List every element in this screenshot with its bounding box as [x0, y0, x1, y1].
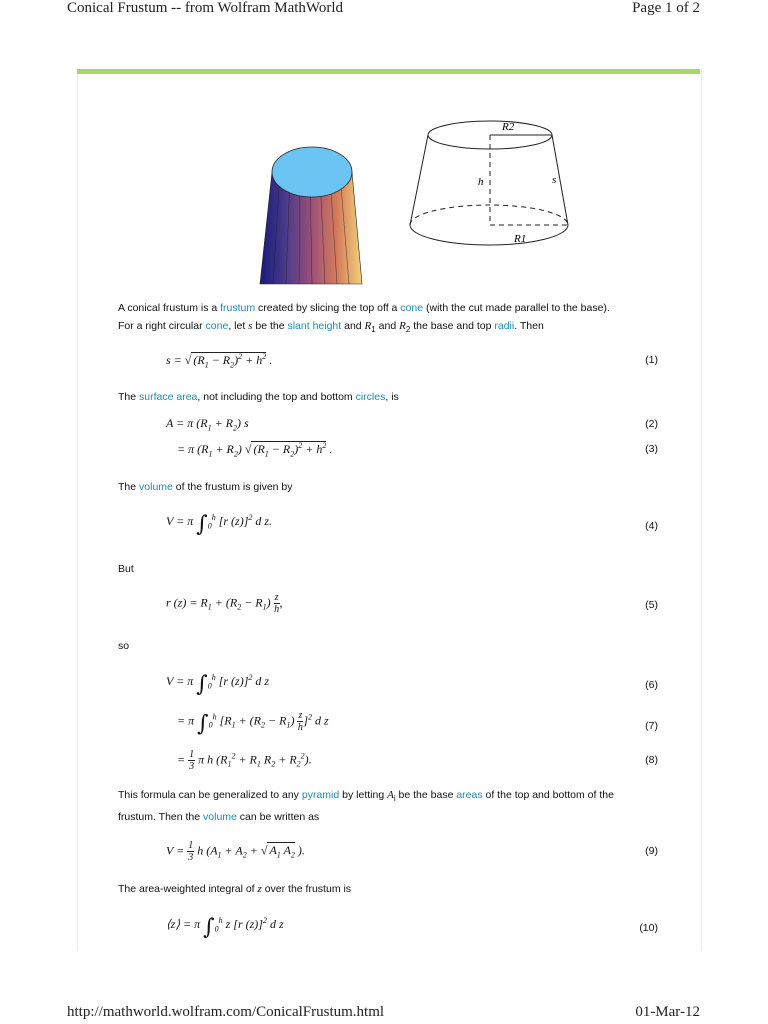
shaded-frustum	[260, 147, 362, 284]
equation-8: = $\frac{1}{3}$ π h ($R_1^2 + R_1$ $R_2 + R_2^2$).	[177, 749, 312, 772]
but-text: But	[118, 563, 134, 575]
print-header	[0, 0, 768, 24]
eq-number: (10)	[639, 922, 658, 934]
eq-number: (2)	[645, 418, 658, 430]
link-cone-2[interactable]: cone	[205, 320, 229, 332]
intro-paragraph: A conical frustum is a frustum created by slicing the top off a cone (with the cut made parallel to the base). For a right circular cone, let s be the slant height and $R_1$ and $R_2$ the base and top radii. Then	[118, 302, 610, 335]
page-number: Page 1 of 2	[632, 0, 700, 16]
eq-number: (5)	[645, 599, 658, 611]
print-footer	[0, 1004, 768, 1024]
print-date: 01-Mar-12	[635, 1004, 700, 1020]
link-volume-2[interactable]: volume	[203, 811, 237, 824]
link-areas[interactable]: areas	[456, 789, 483, 801]
label-r2: R2	[502, 121, 515, 133]
link-radii[interactable]: radii	[494, 320, 515, 332]
equation-2: A = π $(R_1 + R_2)$ s	[166, 416, 249, 433]
accent-bar	[77, 69, 700, 74]
eq-number: (9)	[645, 845, 658, 857]
volume-paragraph: The volume of the frustum is given by	[118, 481, 293, 493]
so-text: so	[118, 640, 130, 652]
link-slant-height[interactable]: slant height	[287, 320, 342, 332]
surface-area-paragraph: The surface area, not including the top and bottom circles, is	[118, 391, 399, 403]
page-title: Conical Frustum -- from Wolfram MathWorld	[67, 0, 344, 16]
equation-7: = π $\int_0^h$ [$R_1 + (R_2 - R_1)$ $\frac{z}{h}$ ]$^2$ d z	[177, 710, 329, 737]
equation-3: = π $(R_1 + R_2)$ √ $(R_1 - R_2)^2 + h^2$ .	[177, 441, 333, 459]
eq-number: (6)	[645, 679, 658, 691]
label-h: h	[478, 176, 484, 188]
label-s: s	[552, 174, 557, 186]
label-r1: R1	[514, 233, 527, 245]
equation-1: s = √ $(R_1 - R_2)^2 + h^2$ .	[166, 352, 273, 370]
eq-number: (1)	[645, 354, 658, 366]
equation-5: r $(z) = R_1 + (R_2 - R_1)$ $\frac{z}{h}$ ,	[166, 592, 283, 615]
page-url: http://mathworld.wolfram.com/ConicalFrustum.html	[67, 1004, 385, 1020]
eq-number: (3)	[645, 443, 658, 455]
area-weighted-paragraph: The area-weighted integral of z over the frustum is	[118, 883, 352, 895]
frustum-figures	[250, 110, 600, 290]
link-surface-area[interactable]: surface area	[139, 391, 198, 403]
equation-9: V = $\frac{1}{3}$ h ($A_1 + A_2$ + √ $A_1$ $A_2$ ).	[166, 840, 305, 863]
link-pyramid[interactable]: pyramid	[301, 789, 340, 801]
line-frustum	[410, 121, 568, 245]
equation-10: ⟨z⟩ = π $\int_0^h$ z [r (z)]$^2$ d z	[166, 915, 284, 940]
equation-4: V = π $\int_0^h$ [r (z)]$^2$ d z.	[166, 512, 273, 537]
equation-6: V = π $\int_0^h$ [r (z)]$^2$ d z	[166, 672, 270, 697]
link-cone[interactable]: cone	[400, 302, 424, 314]
link-frustum[interactable]: frustum	[220, 302, 256, 314]
link-volume[interactable]: volume	[139, 481, 173, 493]
eq-number: (4)	[645, 520, 658, 532]
eq-number: (8)	[645, 754, 658, 766]
eq-number: (7)	[645, 720, 658, 732]
link-circles[interactable]: circles	[355, 391, 386, 403]
generalization-paragraph: This formula can be generalized to any pyramid by letting $A_i$ be the base areas of the top and bottom of the frustum. Then the volume can be written as	[118, 789, 614, 824]
